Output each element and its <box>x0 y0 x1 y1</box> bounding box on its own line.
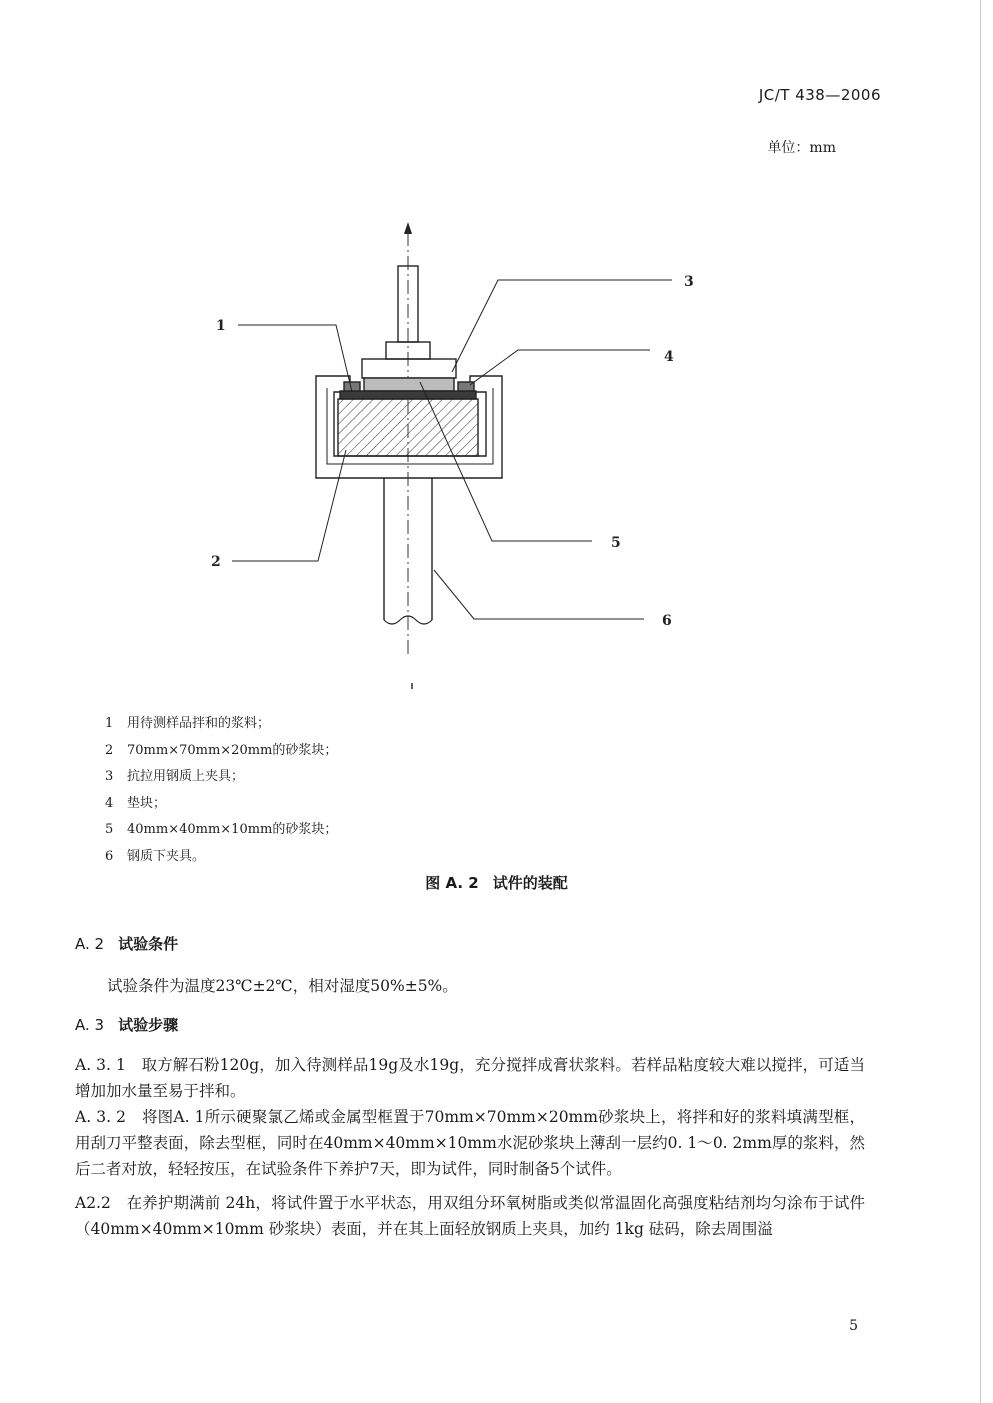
legend-item <box>105 791 337 818</box>
legend-text: 70mm×70mm×20mm的砂浆块； <box>127 742 338 758</box>
test-conditions-text: 试验条件为温度23℃±2℃，相对湿度50%±5%。 <box>107 977 458 995</box>
callout-5: 5 <box>611 535 621 551</box>
large-mortar-block <box>338 399 478 456</box>
paragraph-a2-2: A2.2 在养护期满前 24h，将试件置于水平状态，用双组分环氧树脂或类似常温固化高强度粘结剂均匀涂布于试件（40mm×40mm×10mm 砂浆块）表面，并在其上面轻放钢质上夹具，加约 1kg 砝码，除去周围溢 <box>75 1194 865 1238</box>
section-title: 试验步骤 <box>118 1016 179 1034</box>
legend-num: 5 <box>105 822 114 838</box>
section-title: 试验条件 <box>118 935 179 953</box>
legend-text: 40mm×40mm×10mm的砂浆块； <box>127 822 338 838</box>
legend-num: 4 <box>105 795 114 811</box>
section-heading-a2 <box>75 933 178 954</box>
page-number: 5 <box>849 1318 858 1334</box>
pad-left <box>344 382 360 391</box>
section-number: A. 2 <box>75 935 105 953</box>
callout-1: 1 <box>216 318 226 334</box>
legend-num: 6 <box>105 848 114 864</box>
section-heading-a3 <box>75 1014 178 1035</box>
slurry-layer <box>340 391 476 399</box>
pull-arrow-icon <box>404 222 412 234</box>
legend-num: 1 <box>105 716 114 731</box>
legend-item <box>105 711 337 738</box>
callout-2: 2 <box>211 554 221 570</box>
specimen-assembly-figure <box>0 0 993 700</box>
leader-2 <box>232 450 346 561</box>
figure-legend <box>105 711 337 871</box>
legend-text: 钢质下夹具。 <box>127 848 206 864</box>
figure-caption-title: 试件的装配 <box>492 874 568 892</box>
paragraph-a3-1: A. 3. 1 取方解石粉120g，加入待测样品19g及水19g，充分搅拌成膏状浆料。若样品粘度较大难以搅拌，可适当增加加水量至易于拌和。 <box>75 1056 865 1100</box>
leader-1 <box>238 325 352 392</box>
figure-caption <box>0 872 993 893</box>
legend-item <box>105 844 337 871</box>
unit-label: 单位：mm <box>767 140 836 156</box>
standard-code: JC/T 438—2006 <box>758 86 881 104</box>
legend-text: 用待测样品拌和的浆料； <box>127 716 271 731</box>
legend-text: 垫块； <box>127 795 167 811</box>
legend-text: 抗拉用钢质上夹具； <box>127 769 245 785</box>
small-mortar-block <box>364 378 454 391</box>
legend-item <box>105 817 337 844</box>
leader-4 <box>470 350 650 385</box>
legend-num: 2 <box>105 742 114 758</box>
leader-3 <box>452 280 672 372</box>
legend-item <box>105 738 337 765</box>
legend-item <box>105 764 337 791</box>
leader-6 <box>434 570 644 619</box>
paragraph-a3-2: A. 3. 2 将图A. 1所示硬聚氯乙烯或金属型框置于70mm×70mm×20mm砂浆块上，将拌和好的浆料填满型框，用刮刀平整表面，除去型框，同时在40mm×40mm×10mm水泥砂浆块上薄刮一层约0. 1～0. 2mm厚的浆料，然后二者对放，轻轻按压，在试验条件下养护7天，即为试件，同时制备5个试件。 <box>75 1108 865 1178</box>
upper-steel-clamp <box>362 359 456 378</box>
callout-3: 3 <box>684 274 694 290</box>
callout-6: 6 <box>662 613 672 629</box>
legend-num: 3 <box>105 769 114 785</box>
callout-4: 4 <box>664 349 674 365</box>
figure-caption-number: 图 A. 2 <box>425 874 479 892</box>
section-number: A. 3 <box>75 1016 105 1034</box>
